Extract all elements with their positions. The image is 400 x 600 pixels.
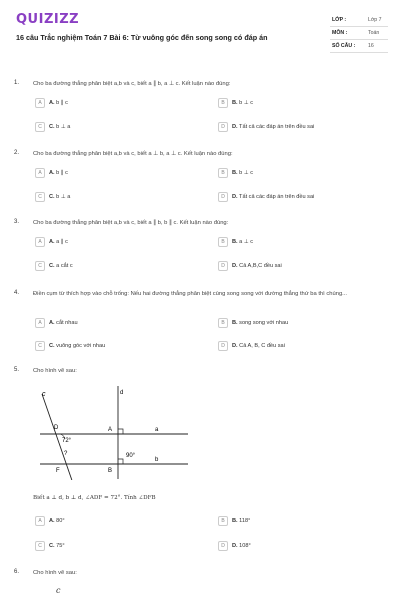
- option-letter: D: [218, 541, 228, 551]
- option-d[interactable]: D D. Tất cả các đáp án trên đều sai: [218, 192, 388, 203]
- label-d: d: [120, 390, 124, 396]
- right-angle-mark-b: [118, 459, 123, 464]
- option-letter: B: [218, 98, 228, 108]
- meta-key: MÔN :: [332, 30, 348, 36]
- option-letter: A: [35, 318, 45, 328]
- option-a[interactable]: A A. b ∥ c: [35, 98, 205, 109]
- option-letter: B: [218, 168, 228, 178]
- question-6-figure-label: c: [56, 586, 61, 595]
- question-text: Cho hình vẽ sau:: [33, 368, 77, 374]
- option-letter: D: [218, 122, 228, 132]
- option-letter: C: [35, 541, 45, 551]
- point-F: F: [56, 468, 60, 474]
- label-a: a: [155, 427, 159, 433]
- angle-label-unknown: ?: [64, 451, 68, 457]
- meta-key: LỚP :: [332, 17, 347, 23]
- option-c[interactable]: C C. b ⊥ a: [35, 192, 205, 203]
- option-d[interactable]: D D. 108°: [218, 541, 388, 552]
- option-c[interactable]: C C. vuông góc với nhau: [35, 341, 205, 352]
- question-text: Điền cụm từ thích hợp vào chỗ trống: Nếu hai đường thẳng phân biệt cùng song song với đường thẳng thứ ba thì chúng...: [33, 291, 348, 297]
- option-c[interactable]: C C. 75°: [35, 541, 205, 552]
- option-a[interactable]: A A. b ∥ c: [35, 168, 205, 179]
- question-number: 4.: [14, 290, 20, 296]
- question-number: 2.: [14, 150, 20, 156]
- option-letter: B: [218, 237, 228, 247]
- option-b[interactable]: B B. a ⊥ c: [218, 237, 388, 248]
- option-letter: D: [218, 341, 228, 351]
- option-b[interactable]: B B. b ⊥ c: [218, 98, 388, 109]
- geometry-figure: [30, 380, 200, 480]
- page-title: 16 câu Trắc nghiệm Toán 7 Bài 6: Từ vuông góc đến song song có đáp án: [16, 33, 268, 42]
- option-letter: B: [218, 318, 228, 328]
- meta-value: Toán: [368, 30, 380, 36]
- option-letter: C: [35, 261, 45, 271]
- meta-value: Lớp 7: [368, 17, 382, 23]
- question-number: 1.: [14, 80, 20, 86]
- meta-row-subject: [330, 27, 388, 40]
- option-d[interactable]: D D. Cả A,B,C đều sai: [218, 261, 388, 272]
- meta-value: 16: [368, 43, 374, 49]
- angle-label-90: 90°: [126, 453, 136, 459]
- option-letter: A: [35, 168, 45, 178]
- meta-row-grade: [330, 14, 388, 27]
- option-c[interactable]: C C. b ⊥ a: [35, 122, 205, 133]
- option-a[interactable]: A A. 80°: [35, 516, 205, 527]
- option-d[interactable]: D D. Tất cả các đáp án trên đều sai: [218, 122, 388, 133]
- header: [0, 0, 400, 62]
- question-number: 5.: [14, 367, 20, 373]
- meta-key: SỐ CÂU :: [332, 43, 356, 49]
- option-letter: C: [35, 192, 45, 202]
- question-number: 6.: [14, 569, 20, 575]
- option-a[interactable]: A A. a ∥ c: [35, 237, 205, 248]
- label-c: c: [42, 391, 46, 398]
- meta-row-count: [330, 40, 388, 53]
- option-letter: B: [218, 516, 228, 526]
- question-text: Cho hình vẽ sau:: [33, 570, 77, 576]
- option-letter: D: [218, 261, 228, 271]
- option-letter: D: [218, 192, 228, 202]
- label-b: b: [155, 457, 159, 463]
- right-angle-mark-a: [118, 429, 123, 434]
- angle-label-72: 72°: [62, 438, 72, 444]
- option-c[interactable]: C C. a cắt c: [35, 261, 205, 272]
- point-B: B: [108, 468, 113, 474]
- point-D: D: [54, 425, 59, 431]
- quizizz-logo: QUIZIZZ: [16, 12, 80, 27]
- option-b[interactable]: B B. song song với nhau: [218, 318, 388, 329]
- option-b[interactable]: B B. 118°: [218, 516, 388, 527]
- option-b[interactable]: B B. b ⊥ c: [218, 168, 388, 179]
- option-a[interactable]: A A. cắt nhau: [35, 318, 205, 329]
- option-letter: A: [35, 98, 45, 108]
- question-5-caption: Biết a ⊥ d, b ⊥ d, ∠ADF = 72°. Tính ∠DFB: [33, 495, 156, 501]
- question-text: Cho ba đường thẳng phân biệt a,b và c, biết a ∥ b, b ∥ c. Kết luận nào đúng:: [33, 220, 229, 226]
- question-text: Cho ba đường thẳng phân biệt a,b và c, biết a ⊥ b, a ⊥ c. Kết luận nào đúng:: [33, 151, 233, 157]
- option-d[interactable]: D D. Cả A, B, C đều sai: [218, 341, 388, 352]
- point-A: A: [108, 427, 113, 433]
- question-text: Cho ba đường thẳng phân biệt a,b và c, biết a ∥ b, a ⊥ c. Kết luận nào đúng:: [33, 81, 231, 87]
- option-letter: C: [35, 341, 45, 351]
- option-letter: A: [35, 237, 45, 247]
- question-number: 3.: [14, 219, 20, 225]
- meta-table: [330, 14, 388, 53]
- option-letter: C: [35, 122, 45, 132]
- option-letter: A: [35, 516, 45, 526]
